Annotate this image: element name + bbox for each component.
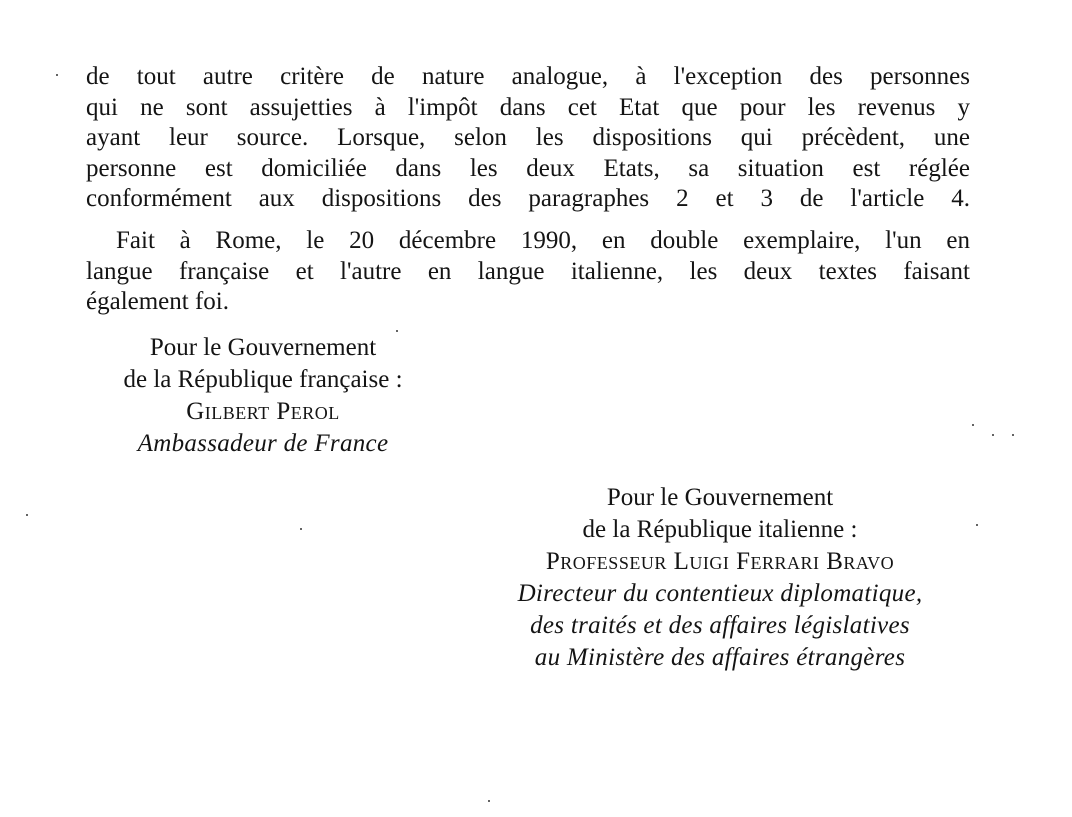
scan-speck (56, 74, 58, 76)
signatory-title-line: au Ministère des affaires étrangères (534, 644, 906, 671)
text-line: conformément aux dispositions des paragraphes 2 et 3 de l'article 4. (86, 185, 970, 213)
signature-block-italy (450, 482, 990, 674)
signatory-title-line: des traités et des affaires législatives (530, 612, 910, 639)
article-paragraph-residence (86, 62, 970, 215)
scan-speck (976, 524, 978, 526)
text-line: également foi. (86, 288, 229, 316)
text-line: Fait à Rome, le 20 décembre 1990, en double exemplaire, l'un en (116, 227, 970, 254)
text-line: personne est domiciliée dans les deux Etats, sa situation est réglée (86, 154, 970, 182)
scan-speck (26, 514, 28, 516)
scan-speck (300, 528, 302, 530)
scan-speck (992, 434, 994, 436)
signature-heading: Pour le Gouvernement (149, 334, 377, 361)
scan-speck (1012, 434, 1014, 436)
text-line: qui ne sont assujetties à l'impôt dans cet Etat que pour les revenus y (86, 93, 970, 121)
scan-speck (396, 330, 398, 332)
closing-paragraph (86, 226, 970, 318)
text-line: ayant leur source. Lorsque, selon les dispositions qui précèdent, une (86, 124, 970, 152)
scan-speck (972, 424, 974, 426)
signatory-title-line: Directeur du contentieux diplomatique, (517, 580, 923, 607)
signatory-name: Professeur Luigi Ferrari Bravo (545, 548, 895, 575)
signature-heading-country: de la République italienne : (582, 516, 858, 543)
scan-speck (488, 800, 490, 802)
signatory-name: Gilbert Perol (186, 398, 340, 425)
signature-heading-country: de la République française : (123, 366, 403, 393)
text-line: de tout autre critère de nature analogue, à l'exception des personnes (86, 63, 970, 90)
signature-heading: Pour le Gouvernement (606, 484, 834, 511)
signature-block-france (70, 332, 456, 460)
text-line: langue française et l'autre en langue italienne, les deux textes faisant (86, 257, 970, 285)
signatory-title: Ambassadeur de France (137, 430, 389, 457)
